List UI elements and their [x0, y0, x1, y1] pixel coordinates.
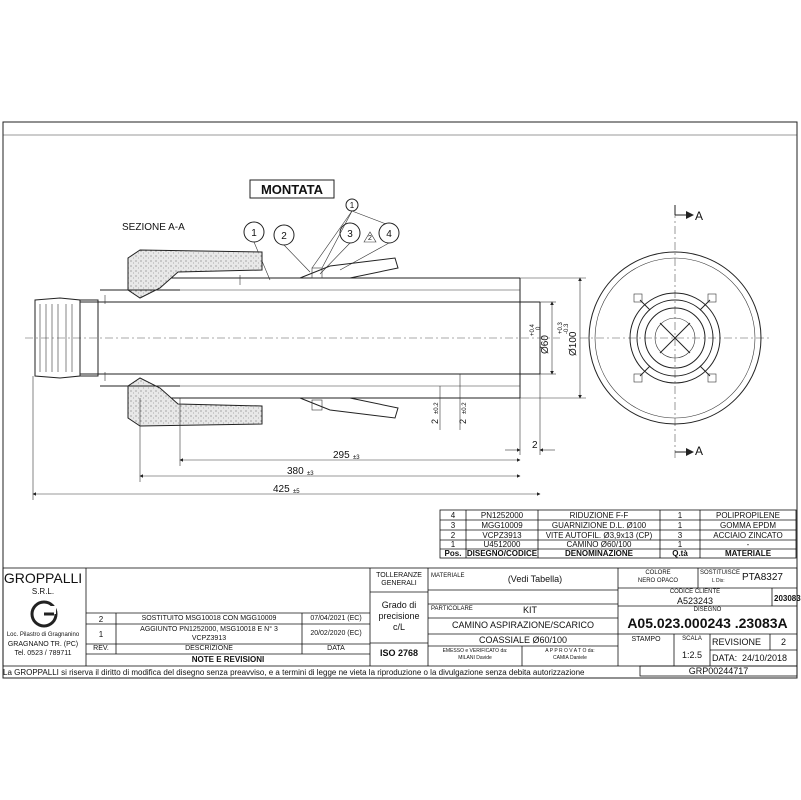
balloon-4-label: 4: [386, 229, 392, 240]
row3-name: VITE AUTOFIL. Ø3,9x13 (CP): [545, 531, 653, 540]
emesso-label: EMESSO e VERIFICATO da:: [442, 648, 508, 654]
hdr-code: DISEGNO/CODICE: [466, 549, 538, 558]
len-295-tol: ±3: [353, 455, 360, 461]
rev2-date: 07/04/2021 (EC): [310, 615, 362, 622]
hdr-material: MATERIALE: [724, 549, 772, 558]
row1-material: POLIPROPILENE: [715, 511, 781, 520]
row1-qty: 1: [677, 511, 683, 520]
d100-tol-up: +0.3: [558, 322, 564, 334]
rev1-num: 1: [98, 630, 104, 639]
colore-label: COLORE: [645, 570, 671, 576]
company-address2: GRAGNANO TR. (PC): [7, 641, 79, 648]
codice-right: 203083: [774, 594, 801, 603]
hdr-name: DENOMINAZIONE: [565, 549, 633, 558]
row2-name: GUARNIZIONE D.L. Ø100: [551, 521, 647, 530]
triangle-mark-label: 2: [368, 235, 372, 242]
revisione-value: 2: [780, 637, 786, 647]
d60-label: Ø60: [540, 335, 551, 354]
grp-code: GRP00244717: [688, 666, 749, 676]
company-address1: Loc. Pilastro di Gragnanino: [6, 632, 80, 638]
row1-name: RIDUZIONE F-F: [569, 511, 629, 520]
materiale-value: (Vedi Tabella): [507, 574, 563, 584]
gap2-label: 2: [458, 418, 468, 424]
particolare-label: PARTICOLARE: [431, 606, 473, 612]
tolleranze-label: TOLLERANZE: [376, 572, 422, 579]
sostituisce-sub: L Dis:: [712, 578, 725, 584]
desc2: COASSIALE Ø60/100: [478, 635, 568, 645]
data-value: 24/10/2018: [742, 653, 788, 663]
rev-header-date: DATA: [327, 645, 345, 652]
balloon-top-1-label: 1: [349, 201, 355, 210]
row4-pos: 1: [450, 540, 456, 549]
codice-cliente-label: CODICE CLIENTE: [669, 589, 721, 595]
desc1: CAMINO ASPIRAZIONE/SCARICO: [451, 620, 595, 630]
row4-name: CAMINO Ø60/100: [566, 540, 632, 549]
disegno-value: A05.023.000243 .23083A: [627, 615, 788, 631]
row2-pos: 3: [450, 521, 456, 530]
hdr-qty: Q.tà: [672, 549, 688, 558]
balloon-2-label: 2: [281, 231, 287, 242]
gap1-label: 2: [430, 418, 440, 424]
rev2-num: 2: [98, 615, 104, 624]
grado-label: Grado di: [381, 600, 417, 610]
row3-material: ACCIAIO ZINCATO: [713, 531, 783, 540]
company-phone: Tel. 0523 / 789711: [14, 650, 72, 657]
iso-label: ISO 2768: [379, 648, 419, 658]
hdr-pos: Pos.: [444, 549, 462, 558]
revisione-label: REVISIONE: [712, 637, 762, 647]
balloon-3-label: 3: [347, 229, 353, 240]
row2-qty: 1: [677, 521, 683, 530]
sostituisce-value: PTA8327: [742, 572, 783, 583]
cl-label: c/L: [392, 622, 405, 632]
d100-label: Ø100: [568, 331, 579, 356]
precisione-label: precisione: [378, 611, 420, 621]
approvato-label: A P P R O V A T O da:: [545, 648, 595, 654]
d100-tol-dn: -0.3: [564, 323, 570, 334]
colore-value: NERO OPACO: [637, 578, 679, 584]
montata-label: MONTATA: [260, 182, 324, 197]
gap1-tol: ±0.2: [434, 402, 440, 414]
gap2-tol: ±0.2: [462, 402, 468, 414]
row3-code: VCPZ3913: [482, 531, 522, 540]
company-sub: S.R.L.: [31, 587, 55, 596]
d60-tol-dn: 0: [536, 326, 542, 330]
section-mark-top: A: [695, 209, 704, 223]
section-label: SEZIONE A-A: [122, 222, 185, 233]
particolare-value: KIT: [522, 605, 537, 615]
row1-pos: 4: [450, 511, 456, 520]
materiale-label: MATERIALE: [431, 573, 465, 579]
scala-value: 1:2.5: [681, 650, 703, 660]
generali-label: GENERALI: [381, 580, 417, 587]
rev1-desc2: VCPZ3913: [191, 635, 227, 642]
right-gap-label: 2: [532, 440, 538, 451]
rev1-desc: AGGIUNTO PN1252000, MSG10018 E N° 3: [140, 626, 278, 633]
emesso-value: MILANI Davide: [458, 655, 492, 661]
approvato-value: CAMIA Daniele: [553, 655, 587, 661]
sostituisce-label: SOSTITUISCE: [700, 570, 741, 576]
row4-code: U4512000: [483, 540, 521, 549]
d60-tol-up: +0.4: [530, 324, 536, 336]
rev1-date: 20/02/2020 (EC): [310, 630, 362, 637]
len-425-label: 425: [273, 484, 290, 495]
row1-code: PN1252000: [480, 511, 524, 520]
len-380-tol: ±3: [307, 471, 314, 477]
rev-footer: NOTE E REVISIONI: [191, 655, 265, 664]
row2-code: MGG10009: [481, 521, 523, 530]
data-label: DATA:: [712, 653, 738, 663]
row4-material: -: [746, 540, 750, 549]
len-295-label: 295: [333, 450, 350, 461]
len-380-label: 380: [287, 466, 304, 477]
rev-header-rev: REV.: [93, 645, 109, 652]
stampo-label: STAMPO: [631, 636, 661, 643]
row3-qty: 3: [677, 531, 683, 540]
codice-cliente-value: A523243: [676, 596, 714, 606]
rev-header-desc: DESCRIZIONE: [185, 645, 233, 652]
rev2-desc: SOSTITUITO MSG10018 CON MGG10009: [141, 615, 277, 622]
footer-note: La GROPPALLI si riserva il diritto di modifica del disegno senza preavviso, e a termini di legge ne vieta la riproduzione o la divulgazione senza debita autorizzazione: [3, 668, 585, 677]
row3-pos: 2: [450, 531, 456, 540]
section-mark-bottom: A: [695, 444, 704, 458]
row4-qty: 1: [677, 540, 683, 549]
disegno-label: DISEGNO: [693, 607, 722, 613]
row2-material: GOMMA EPDM: [719, 521, 777, 530]
balloon-1-label: 1: [251, 228, 257, 239]
company-name: GROPPALLI: [3, 570, 83, 586]
len-425-tol: ±5: [293, 489, 300, 495]
scala-label: SCALA: [682, 636, 702, 642]
